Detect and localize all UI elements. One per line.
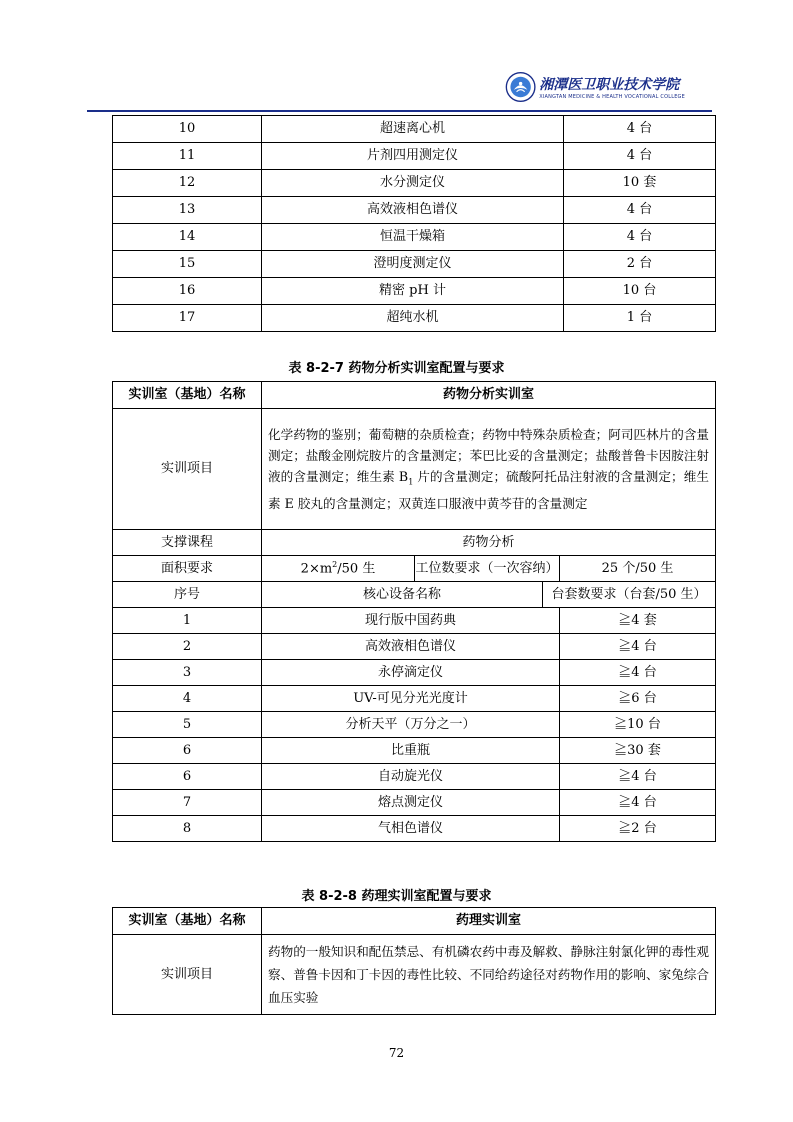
table-row [113,738,716,764]
cell-name: 自动旋光仪 [262,764,560,790]
cell-no: 16 [113,278,262,305]
school-name-cn: 湘潭医卫职业技术学院 [539,77,680,93]
school-name-en: XIANGTAN MEDICINE & HEALTH VOCATIONAL COLLEGE [539,94,685,100]
area-value-post: /50 生 [337,561,376,577]
header-divider [87,110,712,112]
cell-no: 12 [113,170,262,197]
cell-no: 11 [113,143,262,170]
cell-name: 熔点测定仪 [262,790,560,816]
cell-name: 水分测定仪 [262,170,564,197]
cell-qty: 4 台 [564,224,716,251]
cell-no: 14 [113,224,262,251]
cell-no: 10 [113,116,262,143]
cell-qty: 4 台 [564,197,716,224]
cell-qty: 10 套 [564,170,716,197]
cell-qty: 10 台 [564,278,716,305]
project-text-part1: 化学药物的鉴别；葡萄糖的杂质检查；药物中特殊杂质检查；阿司匹林片的含量测定；盐酸金刚烷胺片的含量测定；苯巴比妥的含量测定；盐酸普鲁卡因胺注射液的含量测定；维生素 B [268,427,710,485]
equipment-table-continued [112,115,716,332]
table-row [113,608,716,634]
cell-name: 精密 pH 计 [262,278,564,305]
cell-name: 澄明度测定仪 [262,251,564,278]
cell-name: 超速离心机 [262,116,564,143]
table-caption-8-2-8: 表 8-2-8 药理实训室配置与要求 [301,889,492,904]
table-row [113,278,716,305]
cell-name: 永停滴定仪 [262,660,560,686]
header-text [539,74,685,100]
col-header-qty: 台套数要求（台套/50 生） [543,582,716,608]
project-label: 实训项目 [113,935,262,1015]
cell-name: 现行版中国药典 [262,608,560,634]
cell-qty: ≧6 台 [560,686,716,712]
cell-qty: ≧4 台 [560,790,716,816]
course-label: 支撑课程 [113,530,262,556]
cell-qty: ≧4 台 [560,660,716,686]
cell-no: 7 [113,790,262,816]
cell-no: 3 [113,660,262,686]
station-label: 工位数要求（一次容纳） [415,556,560,582]
cell-no: 5 [113,712,262,738]
project-subscript: 1 [408,477,414,487]
table-row [113,634,716,660]
cell-no: 17 [113,305,262,332]
cell-name: 气相色谱仪 [262,816,560,842]
table-caption-8-2-7: 表 8-2-7 药物分析实训室配置与要求 [288,361,505,376]
table-row [113,305,716,332]
cell-name: 高效液相色谱仪 [262,634,560,660]
cell-no: 6 [113,738,262,764]
cell-name: 高效液相色谱仪 [262,197,564,224]
col-header-no: 序号 [113,582,262,608]
project-label: 实训项目 [113,409,262,530]
equipment-table-body [113,116,716,332]
page-number: 72 [388,1046,405,1060]
cell-no: 8 [113,816,262,842]
cell-name: 片剂四用测定仪 [262,143,564,170]
cell-qty: 2 台 [564,251,716,278]
project-description [262,409,716,530]
cell-qty: ≧2 台 [560,816,716,842]
area-label: 面积要求 [113,556,262,582]
cell-qty: 4 台 [564,143,716,170]
cell-qty: ≧4 套 [560,608,716,634]
cell-qty: ≧4 台 [560,764,716,790]
table-row [113,660,716,686]
cell-no: 15 [113,251,262,278]
cell-name: 比重瓶 [262,738,560,764]
table-row [113,712,716,738]
cell-name: 超纯水机 [262,305,564,332]
cell-qty: ≧30 套 [560,738,716,764]
table-row [113,816,716,842]
project-description: 药物的一般知识和配伍禁忌、有机磷农药中毒及解救、静脉注射氯化钾的毒性观察、普鲁卡因和丁卡因的毒性比较、不同给药途径对药物作用的影响、家兔综合血压实验 [262,935,716,1015]
table-row [113,170,716,197]
lab-name-label: 实训室（基地）名称 [113,908,262,935]
cell-no: 2 [113,634,262,660]
pharmacology-lab-table [112,907,716,1015]
project-text-part2: 片的含量测定；硫酸阿托品注射液的含量测定；维生素 E 胶丸的含量测定；双黄连口服液中黄芩苷的含量测定 [268,469,710,511]
cell-no: 1 [113,608,262,634]
area-value-pre: 2×m [300,561,333,577]
lab-name-value: 药物分析实训室 [262,382,716,409]
table-row [113,764,716,790]
drug-analysis-lab-table [112,381,716,842]
college-logo-icon [505,64,536,110]
col-header-device: 核心设备名称 [262,582,543,608]
table-row [113,116,716,143]
cell-qty: ≧10 台 [560,712,716,738]
area-superscript: 2 [332,560,338,570]
table-row [113,197,716,224]
cell-no: 13 [113,197,262,224]
area-value [262,556,415,582]
cell-no: 6 [113,764,262,790]
course-value: 药物分析 [262,530,716,556]
cell-name: 分析天平（万分之一） [262,712,560,738]
cell-name: 恒温干燥箱 [262,224,564,251]
cell-qty: 1 台 [564,305,716,332]
table-row [113,251,716,278]
table-row [113,686,716,712]
cell-no: 4 [113,686,262,712]
cell-qty: 4 台 [564,116,716,143]
station-value: 25 个/50 生 [560,556,716,582]
table-row [113,224,716,251]
table-row [113,143,716,170]
table-row [113,790,716,816]
lab-name-label: 实训室（基地）名称 [113,382,262,409]
lab-name-value: 药理实训室 [262,908,716,935]
cell-name: UV-可见分光光度计 [262,686,560,712]
page-header [505,62,685,112]
cell-qty: ≧4 台 [560,634,716,660]
